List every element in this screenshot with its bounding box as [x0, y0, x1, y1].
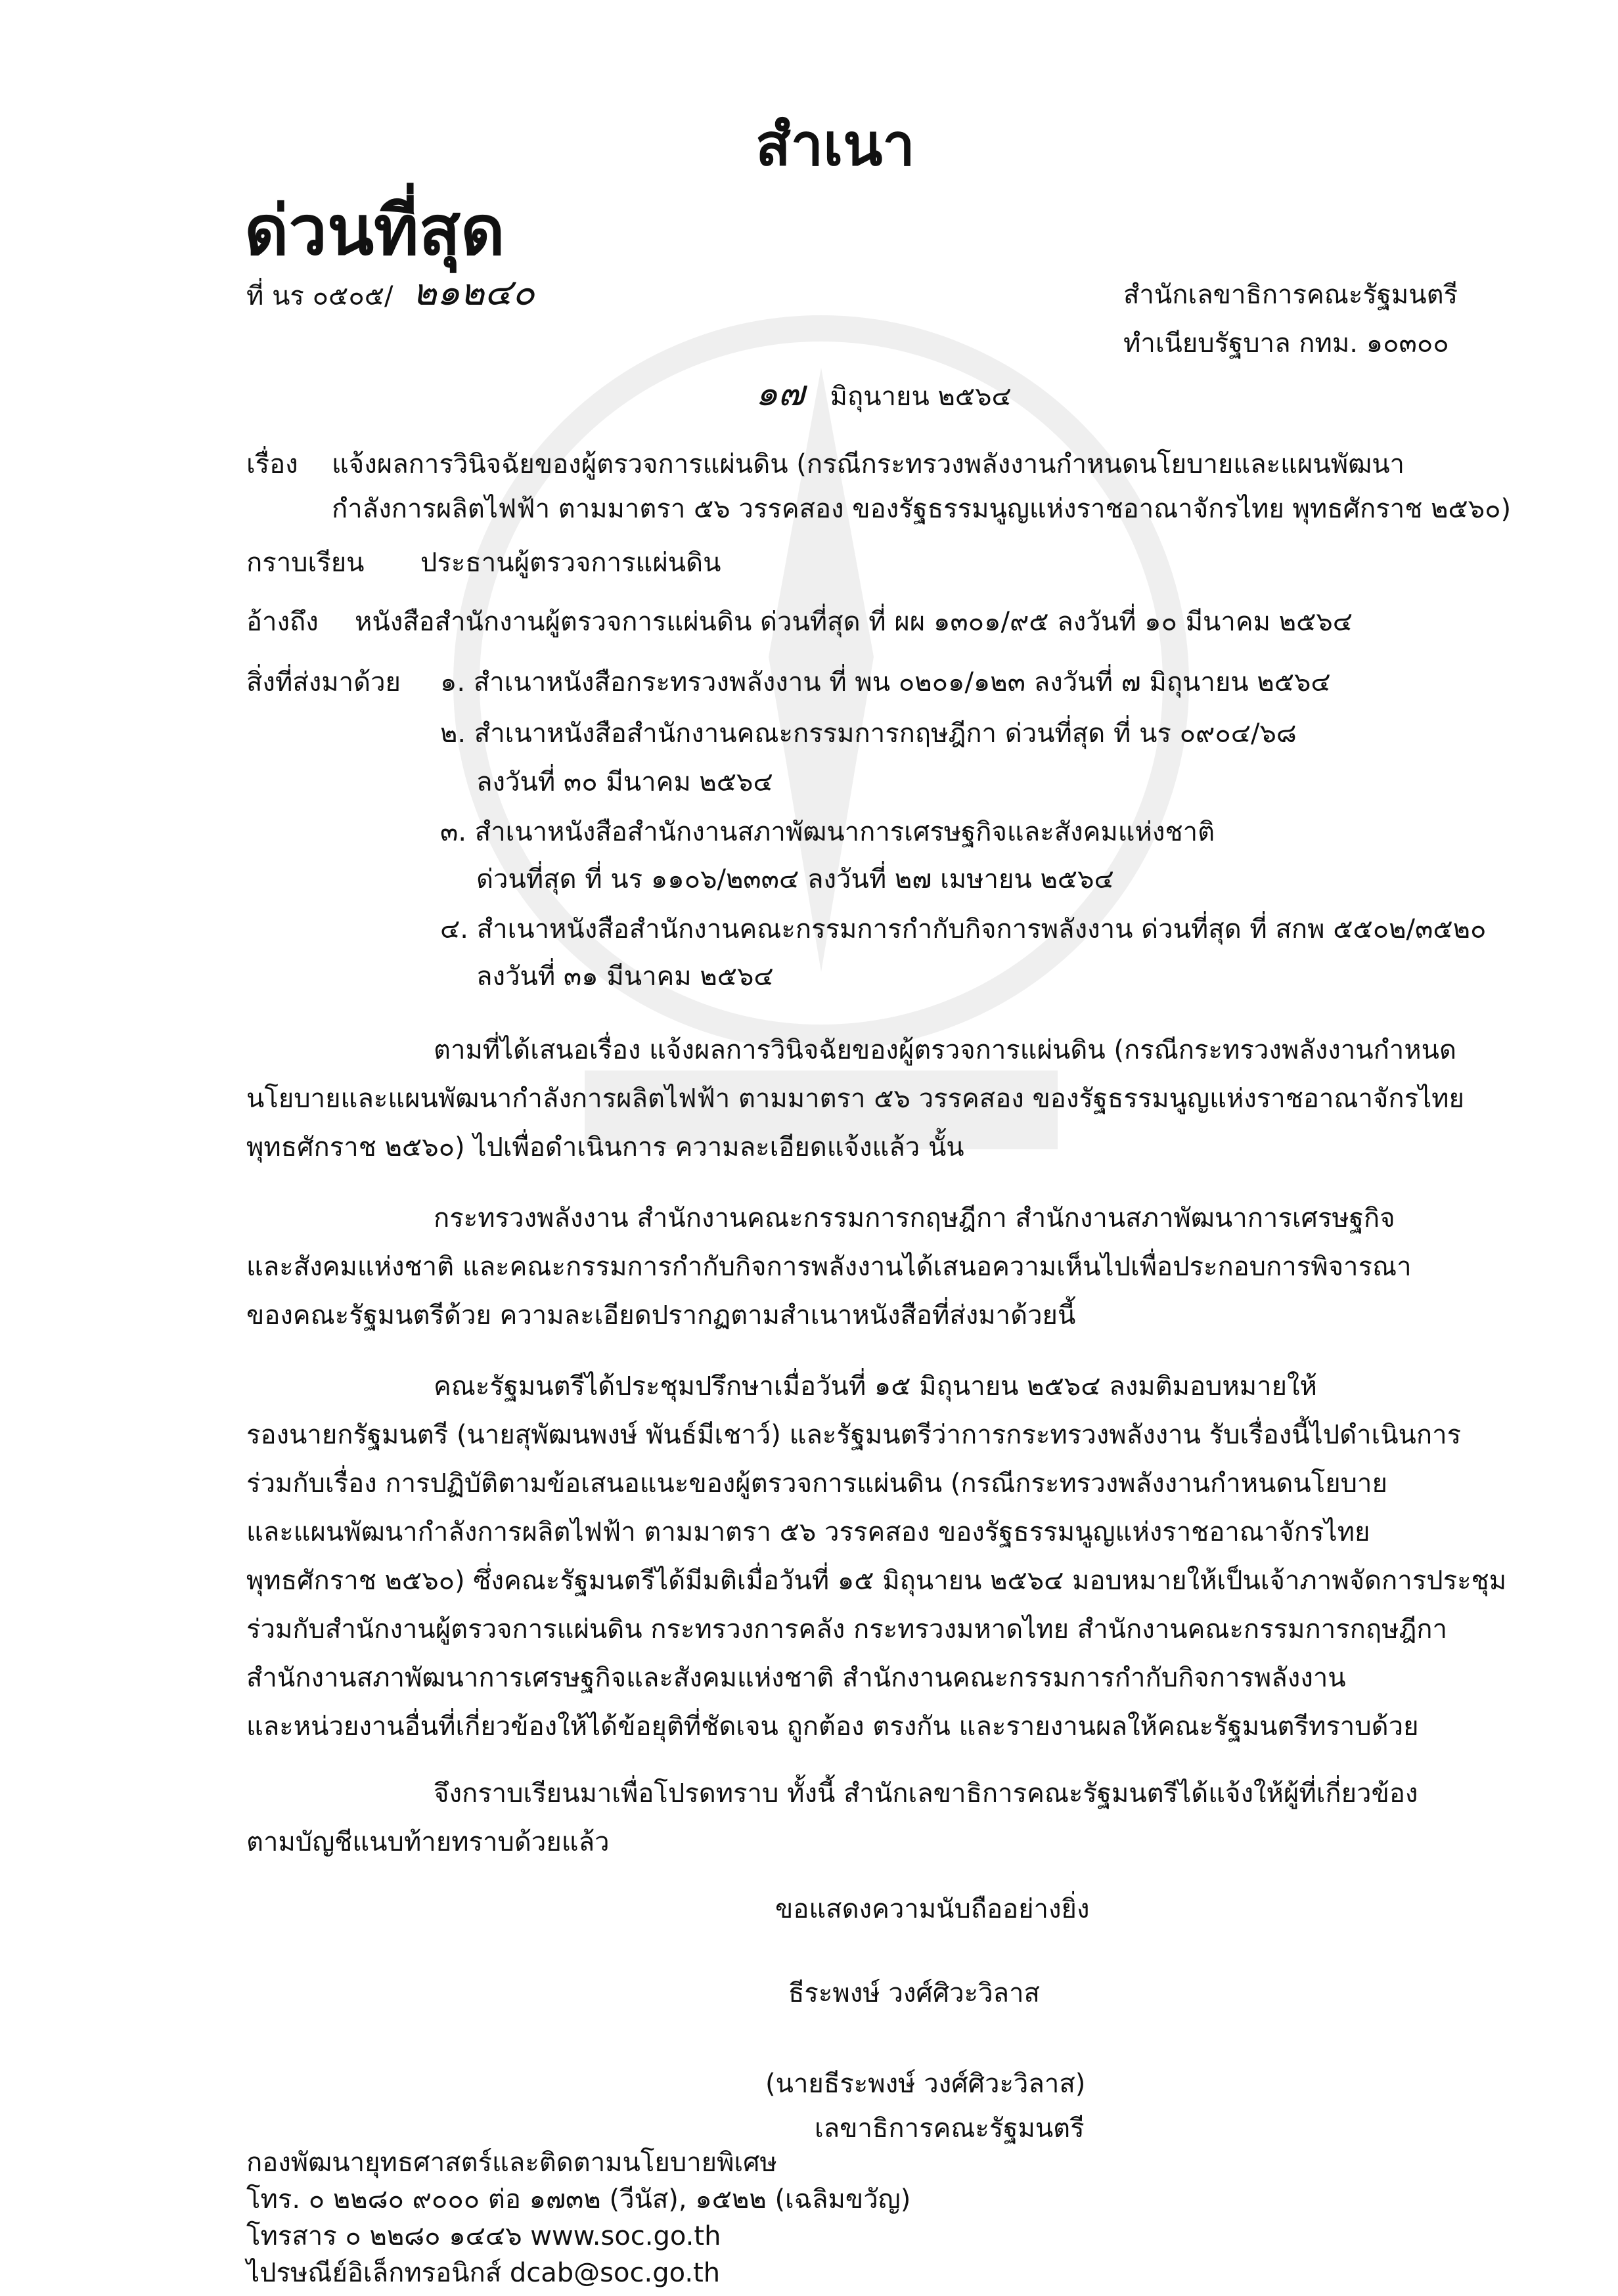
date-month-year: มิถุนายน ๒๕๖๔ [830, 382, 1012, 412]
paragraph-2-line: ของคณะรัฐมนตรีด้วย ความละเอียดปรากฏตามสำเนาหนังสือที่ส่งมาด้วยนี้ [246, 1300, 1076, 1331]
paragraph-3-line: พุทธศักราช ๒๕๖๐) ซึ่งคณะรัฐมนตรีได้มีมติเมื่อวันที่ ๑๕ มิถุนายน ๒๕๖๔ มอบหมายให้เป็นเจ้าภาพจัดการประชุม [246, 1566, 1507, 1596]
urgency-stamp: ด่วนที่สุด [244, 190, 505, 271]
signatory-name: (นายธีระพงษ์ วงศ์ศิวะวิลาส) [765, 2069, 1086, 2099]
subject-label: เรื่อง [246, 449, 298, 479]
enclosures-label: สิ่งที่ส่งมาด้วย [246, 667, 401, 697]
footer-phone: โทร. ๐ ๒๒๘๐ ๙๐๐๐ ต่อ ๑๗๓๒ (วีนัส), ๑๕๒๒ (เฉลิมขวัญ) [246, 2184, 911, 2215]
paragraph-3-line: และหน่วยงานอื่นที่เกี่ยวข้องให้ได้ข้อยุติที่ชัดเจน ถูกต้อง ตรงกัน และรายงานผลให้คณะรัฐมนตรีทราบด้วย [246, 1711, 1419, 1742]
enclosure-item: ๔. สำเนาหนังสือสำนักงานคณะกรรมการกำกับกิจการพลังงาน ด่วนที่สุด ที่ สกพ ๕๕๐๒/๓๕๒๐ [440, 914, 1487, 944]
reference-text: หนังสือสำนักงานผู้ตรวจการแผ่นดิน ด่วนที่สุด ที่ ผผ ๑๓๐๑/๙๕ ลงวันที่ ๑๐ มีนาคม ๒๕๖๔ [355, 607, 1353, 637]
paragraph-2-line: และสังคมแห่งชาติ และคณะกรรมการกำกับกิจการพลังงานได้เสนอความเห็นไปเพื่อประกอบการพิจารณา [246, 1252, 1412, 1282]
office-address: ทำเนียบรัฐบาล กทม. ๑๐๓๐๐ [1123, 328, 1449, 359]
reference-label: อ้างถึง [246, 607, 319, 637]
footer-division: กองพัฒนายุทธศาสตร์และติดตามนโยบายพิเศษ [246, 2148, 777, 2178]
footer-email: ไปรษณีย์อิเล็กทรอนิกส์ dcab@soc.go.th [246, 2258, 721, 2288]
subject-line-1: แจ้งผลการวินิจฉัยของผู้ตรวจการแผ่นดิน (กรณีกระทรวงพลังงานกำหนดนโยบายและแผนพัฒนา [332, 449, 1405, 479]
enclosure-item-cont: ลงวันที่ ๓๑ มีนาคม ๒๕๖๔ [476, 961, 774, 992]
paragraph-4-line: จึงกราบเรียนมาเพื่อโปรดทราบ ทั้งนี้ สำนักเลขาธิการคณะรัฐมนตรีได้แจ้งให้ผู้ที่เกี่ยวข้อง [434, 1778, 1418, 1809]
paragraph-3-line: สำนักงานสภาพัฒนาการเศรษฐกิจและสังคมแห่งชาติ สำนักงานคณะกรรมการกำกับกิจการพลังงาน [246, 1663, 1346, 1693]
paragraph-1-line: ตามที่ได้เสนอเรื่อง แจ้งผลการวินิจฉัยของผู้ตรวจการแผ่นดิน (กรณีกระทรวงพลังงานกำหนด [434, 1035, 1456, 1065]
paragraph-3-line: และแผนพัฒนากำลังการผลิตไฟฟ้า ตามมาตรา ๕๖ วรรคสอง ของรัฐธรรมนูญแห่งราชอาณาจักรไทย [246, 1517, 1370, 1547]
office-name: สำนักเลขาธิการคณะรัฐมนตรี [1123, 280, 1458, 310]
paragraph-3-line: ร่วมกับสำนักงานผู้ตรวจการแผ่นดิน กระทรวงการคลัง กระทรวงมหาดไทย สำนักงานคณะกรรมการกฤษฎีกา [246, 1614, 1447, 1645]
enclosure-item: ๓. สำเนาหนังสือสำนักงานสภาพัฒนาการเศรษฐกิจและสังคมแห่งชาติ [440, 817, 1215, 847]
enclosure-item-cont: ลงวันที่ ๓๐ มีนาคม ๒๕๖๔ [476, 767, 773, 797]
recipient-text: ประธานผู้ตรวจการแผ่นดิน [420, 548, 721, 578]
enclosure-item: ๒. สำเนาหนังสือสำนักงานคณะกรรมการกฤษฎีกา ด่วนที่สุด ที่ นร ๐๙๐๔/๖๘ [440, 718, 1297, 749]
footer-fax: โทรสาร ๐ ๒๒๘๐ ๑๔๔๖ www.soc.go.th [246, 2221, 721, 2251]
date-day-handwritten: ๑๗ [755, 372, 805, 414]
paragraph-1-line: พุทธศักราช ๒๕๖๐) ไปเพื่อดำเนินการ ความละเอียดแจ้งแล้ว นั้น [246, 1132, 964, 1162]
paragraph-3-line: รองนายกรัฐมนตรี (นายสุพัฒนพงษ์ พันธ์มีเชาว์) และรัฐมนตรีว่าการกระทรวงพลังงาน รับเรื่องนี้ไปดำเนินการ [246, 1420, 1462, 1450]
copy-mark: สำเนา [755, 111, 915, 179]
paragraph-3-line: ร่วมกับเรื่อง การปฏิบัติตามข้อเสนอแนะของผู้ตรวจการแผ่นดิน (กรณีกระทรวงพลังงานกำหนดนโยบาย [246, 1468, 1387, 1499]
paragraph-2-line: กระทรวงพลังงาน สำนักงานคณะกรรมการกฤษฎีกา สำนักงานสภาพัฒนาการเศรษฐกิจ [434, 1203, 1395, 1233]
closing-salutation: ขอแสดงความนับถืออย่างยิ่ง [775, 1894, 1090, 1924]
paragraph-3-line: คณะรัฐมนตรีได้ประชุมปรึกษาเมื่อวันที่ ๑๕ มิถุนายน ๒๕๖๔ ลงมติมอบหมายให้ [434, 1371, 1317, 1402]
signatory-position: เลขาธิการคณะรัฐมนตรี [815, 2113, 1085, 2144]
enclosure-item-cont: ด่วนที่สุด ที่ นร ๑๑๐๖/๒๓๓๔ ลงวันที่ ๒๗ เมษายน ๒๕๖๔ [476, 864, 1114, 894]
paragraph-1-line: นโยบายและแผนพัฒนากำลังการผลิตไฟฟ้า ตามมาตรา ๕๖ วรรคสอง ของรัฐธรรมนูญแห่งราชอาณาจักรไทย [246, 1084, 1464, 1114]
enclosure-item: ๑. สำเนาหนังสือกระทรวงพลังงาน ที่ พน ๐๒๐๑/๑๒๓ ลงวันที่ ๗ มิถุนายน ๒๕๖๔ [440, 667, 1331, 697]
document-number-label: ที่ นร ๐๕๐๕/ [246, 281, 393, 311]
paragraph-4-line: ตามบัญชีแนบท้ายทราบด้วยแล้ว [246, 1827, 610, 1857]
document-number-handwritten: ๒๑๒๔๐ [413, 271, 535, 314]
letter-date [755, 373, 1012, 417]
signature: ธีระพงษ์ วงศ์ศิวะวิลาส [788, 1978, 1040, 2008]
subject-line-2: กำลังการผลิตไฟฟ้า ตามมาตรา ๕๖ วรรคสอง ของรัฐธรรมนูญแห่งราชอาณาจักรไทย พุทธศักราช ๒๕๖๐) [332, 494, 1512, 524]
recipient-label: กราบเรียน [246, 548, 365, 578]
